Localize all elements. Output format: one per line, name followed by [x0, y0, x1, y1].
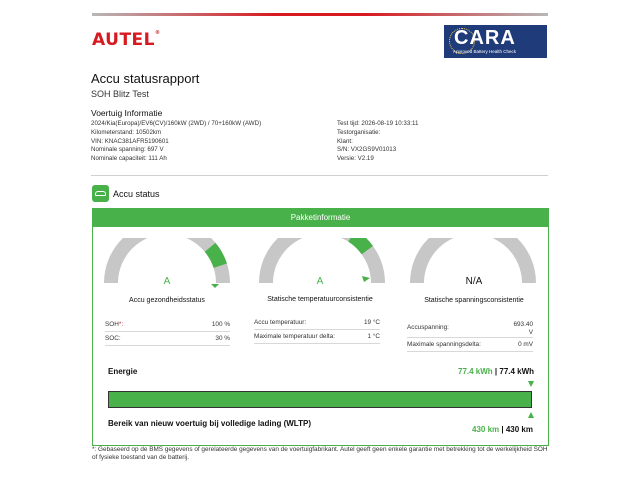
temperature-grade: A: [316, 276, 324, 287]
energy-bar-fill: [109, 392, 531, 407]
temperature-label: Statische temperatuurconsistentie: [267, 296, 373, 303]
voltage-label: Statische spanningsconsistentie: [424, 297, 524, 304]
cara-title: CARA: [454, 27, 516, 49]
cara-subtitle: Approved Battery Health Check: [453, 49, 517, 54]
range-current: 430 km: [472, 425, 500, 434]
max-voltage-delta-key: Maximale spanningsdelta:: [407, 341, 481, 348]
energy-readout: 77.4 kWh | 77.4 kWh: [458, 367, 535, 376]
accu-voltage-value: 693.40 V: [513, 321, 533, 336]
energy-current: 77.4 kWh: [458, 367, 493, 376]
energy-label: Energie: [108, 367, 138, 376]
customer: Klant:: [337, 137, 353, 145]
accu-voltage-row: [407, 320, 533, 338]
vehicle-info-left: [91, 120, 261, 164]
accu-temperature-key: Accu temperatuur:: [254, 319, 307, 326]
test-organisation: Testorganisatie:: [337, 128, 381, 136]
vehicle-info-right: [337, 120, 418, 164]
max-temperature-delta-row: [254, 330, 380, 344]
max-temperature-delta-value: 1 °C: [367, 333, 380, 340]
vehicle-nominal-capacity: Nominale capaciteit: 111 Ah: [91, 155, 167, 163]
range-total: 430 km: [505, 425, 533, 434]
footnote: *: Gebaseerd op de BMS gegevens of gerelateerde gegevens van de voertuigfabrikant. Autel geeft geen enkele garantie met betrekking tot de werkelijkheid SOH of fysieke toestand van de batterij.: [92, 446, 548, 461]
accu-status-title: Accu status: [113, 189, 160, 199]
range-readout: 430 km | 430 km: [472, 425, 533, 434]
accu-voltage-key: Accuspanning:: [407, 324, 449, 331]
health-grade: A: [163, 276, 171, 287]
range-marker-icon: [528, 412, 534, 418]
soh-key: SOH*:: [105, 321, 124, 328]
vehicle-model: 2024/Kia(Europa)/EV6(CV)/160kW (2WD) / 70+160kW (AWD): [91, 120, 262, 127]
accu-temperature-row: [254, 316, 380, 330]
accu-temperature-value: 19 °C: [363, 319, 380, 326]
logo-text: AUTEL: [92, 30, 155, 50]
software-version: Versie: V2.19: [337, 155, 374, 163]
soh-value: 100 %: [211, 321, 230, 328]
max-temperature-delta-key: Maximale temperatuur delta:: [254, 333, 335, 340]
autel-logo: AUTEL®: [92, 30, 161, 50]
range-label: Bereik van nieuw voertuig bij volledige lading (WLTP): [108, 419, 311, 428]
package-info-header: Pakketinformatie: [93, 209, 548, 227]
soc-value: 30 %: [215, 335, 230, 342]
soh-row: [105, 318, 230, 332]
max-voltage-delta-row: [407, 338, 533, 352]
test-time: Test tijd: 2026-08-19 10:33:11: [337, 120, 419, 127]
max-voltage-delta-value: 0 mV: [518, 341, 533, 348]
soc-row: [105, 332, 230, 346]
serial-number: S/N: VX2GS9V01013: [337, 146, 397, 154]
soc-key: SOC:: [105, 335, 121, 342]
cara-badge: [444, 25, 547, 58]
health-label: Accu gezondheidsstatus: [129, 297, 205, 304]
section-divider: [91, 175, 548, 176]
car-battery-icon: [92, 185, 109, 202]
vehicle-info-heading: Voertuig Informatie: [91, 108, 163, 118]
energy-total: 77.4 kWh: [499, 367, 535, 376]
vehicle-nominal-voltage: Nominale spanning: 697 V: [91, 146, 164, 154]
header-divider: [92, 13, 548, 16]
energy-bar: [108, 391, 532, 408]
energy-marker-icon: [528, 381, 534, 387]
voltage-grade: N/A: [465, 276, 483, 287]
report-title: Accu statusrapport: [91, 71, 200, 86]
vehicle-mileage: Kilometerstand: 10502km: [91, 128, 162, 136]
vehicle-vin: VIN: KNAC381AFR5190601: [91, 137, 169, 145]
report-subtitle: SOH Blitz Test: [91, 89, 149, 99]
